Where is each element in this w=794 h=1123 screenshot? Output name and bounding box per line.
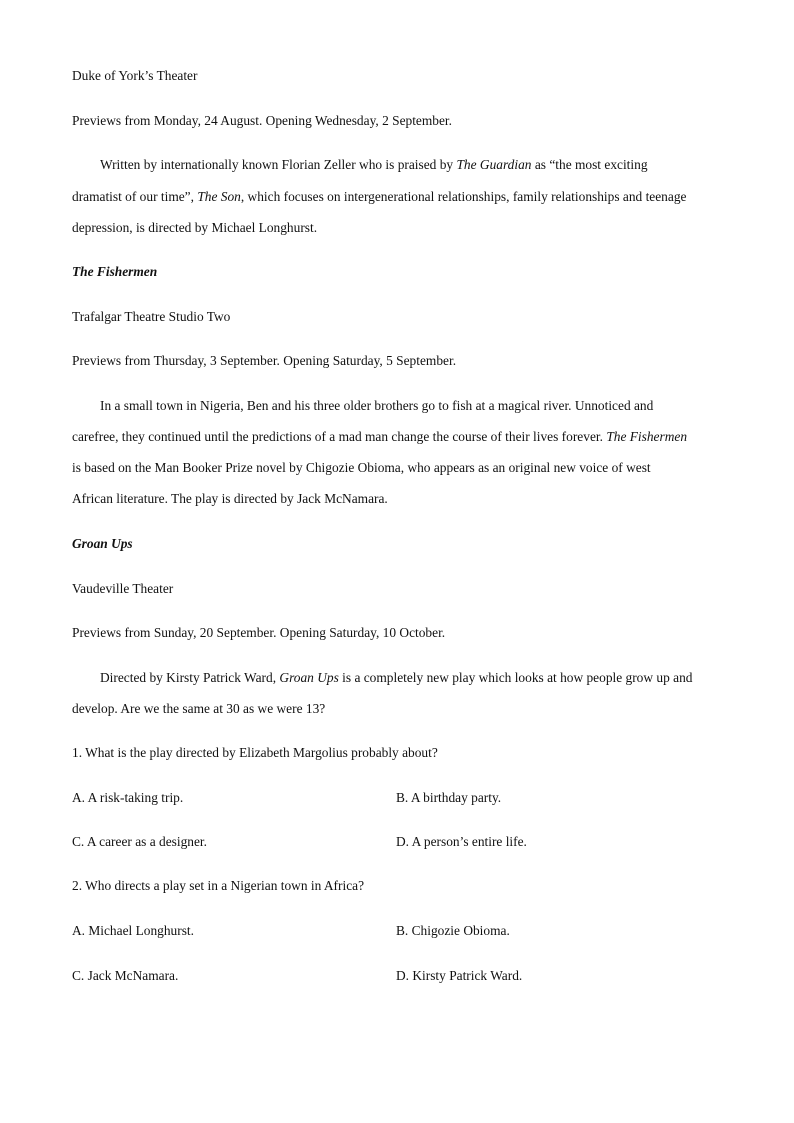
- question-2-option-a: A. Michael Longhurst.: [72, 923, 194, 938]
- publication-title: The Guardian: [456, 157, 532, 172]
- text-span: Written by internationally known Florian Zeller who is praised by: [100, 157, 457, 172]
- play2-desc-line2: [72, 429, 687, 445]
- play-title-inline: The Fishermen: [606, 429, 688, 444]
- play-title-inline: Groan Ups: [279, 670, 339, 685]
- play2-desc-line4: African literature. The play is directed by Jack McNamara.: [72, 491, 388, 506]
- play3-desc-line1: [100, 670, 692, 686]
- play3-venue: Vaudeville Theater: [72, 581, 174, 596]
- text-span: as “the most exciting: [531, 157, 648, 172]
- text-span: carefree, they continued until the predictions of a mad man change the course of their lives forever.: [72, 429, 607, 444]
- question-1-option-c: C. A career as a designer.: [72, 834, 207, 849]
- text-span: is a completely new play which looks at how people grow up and: [338, 670, 693, 685]
- question-2-option-d: D. Kirsty Patrick Ward.: [396, 968, 523, 983]
- play1-dates: Previews from Monday, 24 August. Opening Wednesday, 2 September.: [72, 113, 453, 128]
- play1-desc-line1: [100, 157, 648, 173]
- question-1-option-a: A. A risk-taking trip.: [72, 790, 184, 805]
- play2-title: The Fishermen: [72, 264, 158, 279]
- play3-title: Groan Ups: [72, 536, 133, 551]
- play3-dates: Previews from Sunday, 20 September. Opening Saturday, 10 October.: [72, 625, 446, 640]
- play2-dates: Previews from Thursday, 3 September. Opening Saturday, 5 September.: [72, 353, 457, 368]
- play2-desc-line3: is based on the Man Booker Prize novel by Chigozie Obioma, who appears as an original new voice of west: [72, 460, 651, 475]
- question-2-stem: 2. Who directs a play set in a Nigerian town in Africa?: [72, 878, 365, 893]
- question-1-option-d: D. A person’s entire life.: [396, 834, 527, 849]
- play2-venue: Trafalgar Theatre Studio Two: [72, 309, 231, 324]
- question-2-option-b: B. Chigozie Obioma.: [396, 923, 510, 938]
- play1-desc-line3: depression, is directed by Michael Longhurst.: [72, 220, 318, 235]
- question-1-option-b: B. A birthday party.: [396, 790, 502, 805]
- question-1-stem: 1. What is the play directed by Elizabeth Margolius probably about?: [72, 745, 438, 760]
- play-title-inline: The Son: [197, 189, 241, 204]
- text-span: dramatist of our time”,: [72, 189, 198, 204]
- play3-desc-line2: develop. Are we the same at 30 as we were 13?: [72, 701, 326, 716]
- play1-desc-line2: [72, 189, 686, 205]
- text-span: Directed by Kirsty Patrick Ward,: [100, 670, 280, 685]
- play1-venue: Duke of York’s Theater: [72, 68, 198, 83]
- play2-desc-line1: In a small town in Nigeria, Ben and his three older brothers go to fish at a magical river. Unnoticed and: [100, 398, 654, 413]
- text-span: , which focuses on intergenerational relationships, family relationships and teenage: [240, 189, 687, 204]
- question-2-option-c: C. Jack McNamara.: [72, 968, 179, 983]
